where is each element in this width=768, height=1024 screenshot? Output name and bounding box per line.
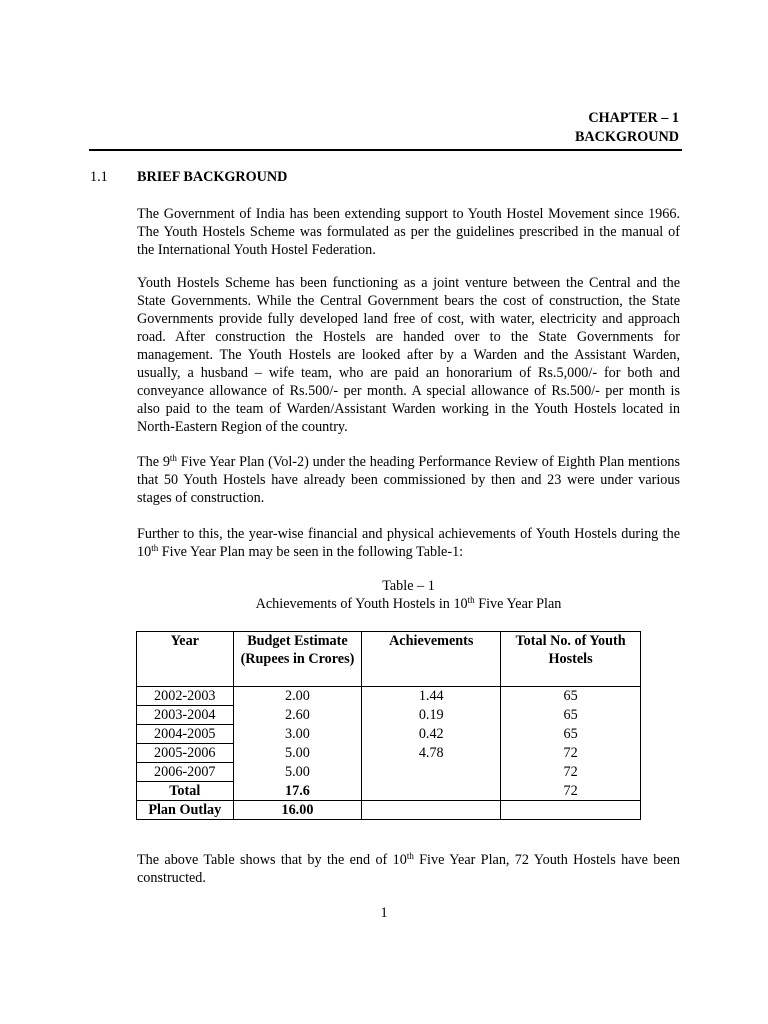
paragraph-tenth-plan: Further to this, the year-wise financial and physical achievements of Youth Hostels during the 10th Five Year Plan may be seen in the following Table-1: (137, 526, 680, 560)
table-row: 2002-2003 2.00 1.44 65 (137, 687, 641, 706)
chapter-title: BACKGROUND (574, 129, 679, 145)
table-outlay-row: Plan Outlay 16.00 (137, 801, 641, 820)
header-achievements: Achievements (362, 632, 501, 687)
page-number: 1 (380, 905, 388, 921)
header-year: Year (137, 632, 234, 687)
section-number: 1.1 (90, 169, 108, 185)
table-row: 2003-2004 2.60 0.19 65 (137, 706, 641, 725)
table-label: Table – 1 (382, 578, 435, 594)
chapter-number: CHAPTER – 1 (588, 110, 679, 126)
table-row: 2006-2007 5.00 72 (137, 763, 641, 782)
header-rule (89, 149, 682, 151)
paragraph-ninth-plan: The 9th Five Year Plan (Vol-2) under the heading Performance Review of Eighth Plan mentions that 50 Youth Hostels have already been commissioned by then and 23 were under various stages of construction. (137, 453, 680, 506)
table-caption: Achievements of Youth Hostels in 10th Five Year Plan (255, 595, 562, 612)
section-title: BRIEF BACKGROUND (137, 169, 288, 185)
header-total-hostels: Total No. of Youth Hostels (501, 632, 641, 687)
paragraph-conclusion: The above Table shows that by the end of 10th Five Year Plan, 72 Youth Hostels have been constructed. (137, 851, 680, 886)
table-header-row (137, 632, 641, 687)
table-row: 2004-2005 3.00 0.42 65 (137, 725, 641, 744)
table-total-row: Total 17.6 72 (137, 782, 641, 801)
table-row: 2005-2006 5.00 4.78 72 (137, 744, 641, 763)
paragraph-scheme: Youth Hostels Scheme has been functioning as a joint venture between the Central and the State Governments. While the Central Government bears the cost of construction, the State Governments provide fully developed land free of cost, with water, electricity and approach road. After construction the Hostels are handed over to the State Governments for management. The Youth Hostels are looked after by a Warden and the Assistant Warden, usually, a husband – wife team, who are paid an honorarium of Rs.5,000/- for both and conveyance allowance of Rs.500/- per month. A special allowance of Rs.500/- per month is also paid to the team of Warden/Assistant Warden working in the Youth Hostels located in North-Eastern Region of the country. (137, 275, 680, 435)
header-budget: Budget Estimate (Rupees in Crores) (233, 632, 362, 687)
paragraph-intro: The Government of India has been extending support to Youth Hostel Movement since 1966. The Youth Hostels Scheme was formulated as per the guidelines prescribed in the manual of the International Youth Hostel Federation. (137, 206, 680, 258)
chapter-heading (575, 109, 679, 147)
achievements-table (136, 631, 641, 820)
